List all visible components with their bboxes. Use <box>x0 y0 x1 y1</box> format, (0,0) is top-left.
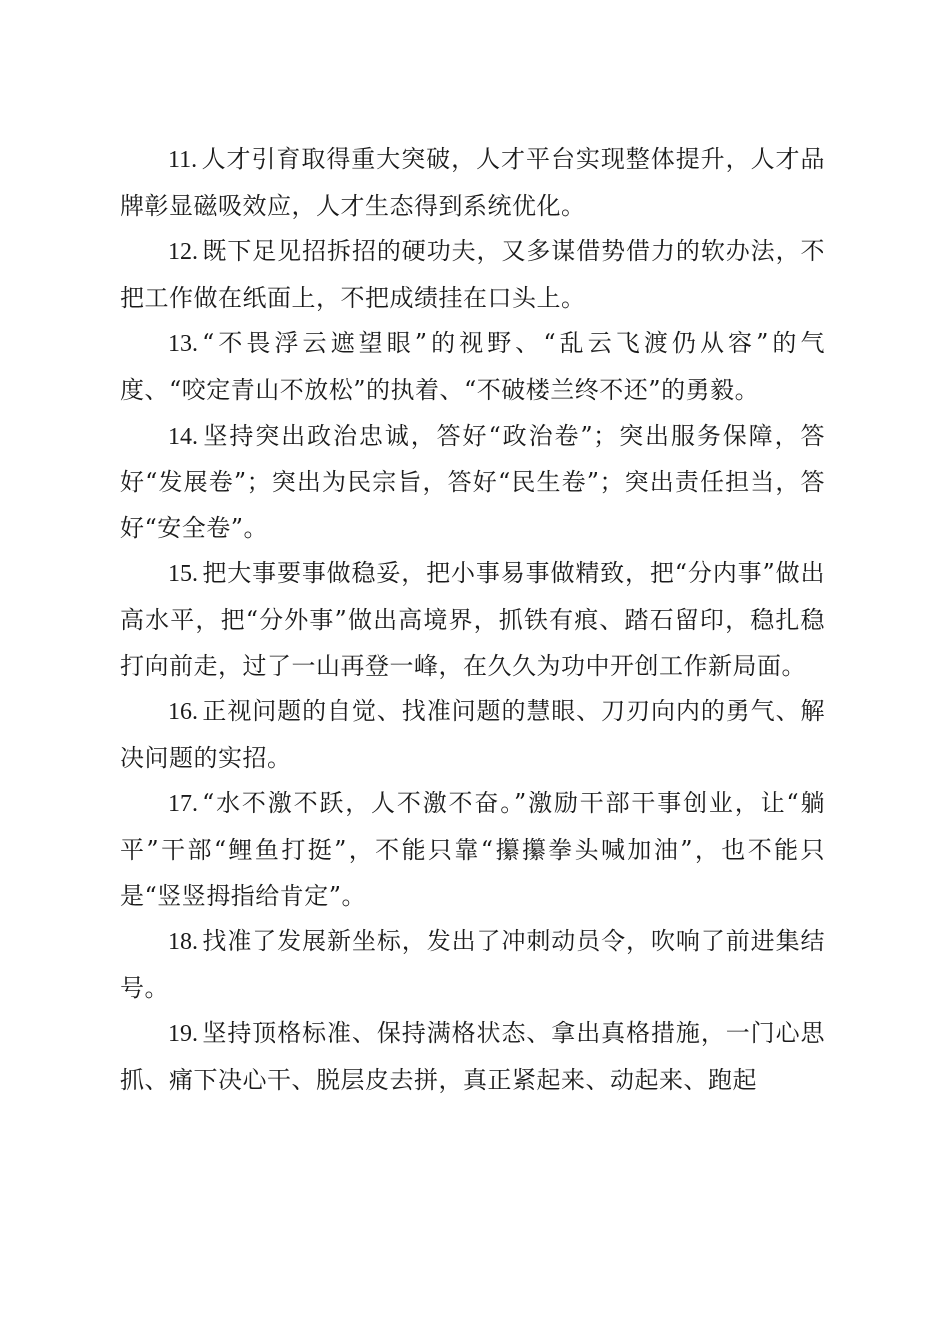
paragraph-text: “不畏浮云遮望眼”的视野、“乱云飞渡仍从容”的气度、“咬定青山不放松”的执着、“不破楼兰终不还”的勇毅。 <box>120 329 825 404</box>
paragraph-text: 坚持突出政治忠诚，答好“政治卷”；突出服务保障，答好“发展卷”；突出为民宗旨，答好“民生卷”；突出责任担当，答好“安全卷”。 <box>120 421 825 542</box>
paragraph-text: 正视问题的自觉、找准问题的慧眼、刀刃向内的勇气、解决问题的实招。 <box>120 697 825 772</box>
paragraph-number: 11. <box>168 147 198 173</box>
paragraph-text: 人才引育取得重大突破，人才平台实现整体提升，人才品牌彰显磁吸效应，人才生态得到系统优化。 <box>120 145 825 220</box>
paragraph-number: 13. <box>168 331 198 358</box>
paragraph-text: 把大事要事做稳妥，把小事易事做精致，把“分内事”做出高水平，把“分外事”做出高境界，抓铁有痕、踏石留印，稳扎稳打向前走，过了一山再登一峰，在久久为功中开创工作新局面。 <box>120 559 825 680</box>
paragraph-17 <box>120 781 825 919</box>
paragraph-13 <box>120 321 825 413</box>
paragraph-text: 既下足见招拆招的硬功夫，又多谋借势借力的软办法，不把工作做在纸面上，不把成绩挂在口头上。 <box>120 237 825 312</box>
document-page <box>120 137 825 1103</box>
paragraph-number: 12. <box>168 239 198 266</box>
paragraph-14 <box>120 414 825 552</box>
paragraph-19 <box>120 1011 825 1103</box>
paragraph-number: 18. <box>168 929 198 956</box>
paragraph-number: 17. <box>168 791 198 818</box>
paragraph-number: 19. <box>168 1021 198 1048</box>
paragraph-number: 14. <box>168 423 198 450</box>
paragraph-number: 15. <box>168 561 198 588</box>
paragraph-text: “水不激不跃，人不激不奋。”激励干部干事创业，让“躺平”干部“鲤鱼打挺”，不能只靠“攥攥拳头喊加油”，也不能只是“竖竖拇指给肯定”。 <box>120 789 825 910</box>
paragraph-text: 坚持顶格标准、保持满格状态、拿出真格措施，一门心思抓、痛下决心干、脱层皮去拼，真正紧起来、动起来、跑起 <box>120 1019 825 1094</box>
paragraph-12 <box>120 229 825 321</box>
paragraph-16 <box>120 689 825 781</box>
paragraph-18 <box>120 919 825 1011</box>
paragraph-number: 16. <box>168 699 198 726</box>
paragraph-11 <box>120 137 825 229</box>
paragraph-text: 找准了发展新坐标，发出了冲刺动员令，吹响了前进集结号。 <box>120 927 825 1002</box>
paragraph-15 <box>120 551 825 689</box>
